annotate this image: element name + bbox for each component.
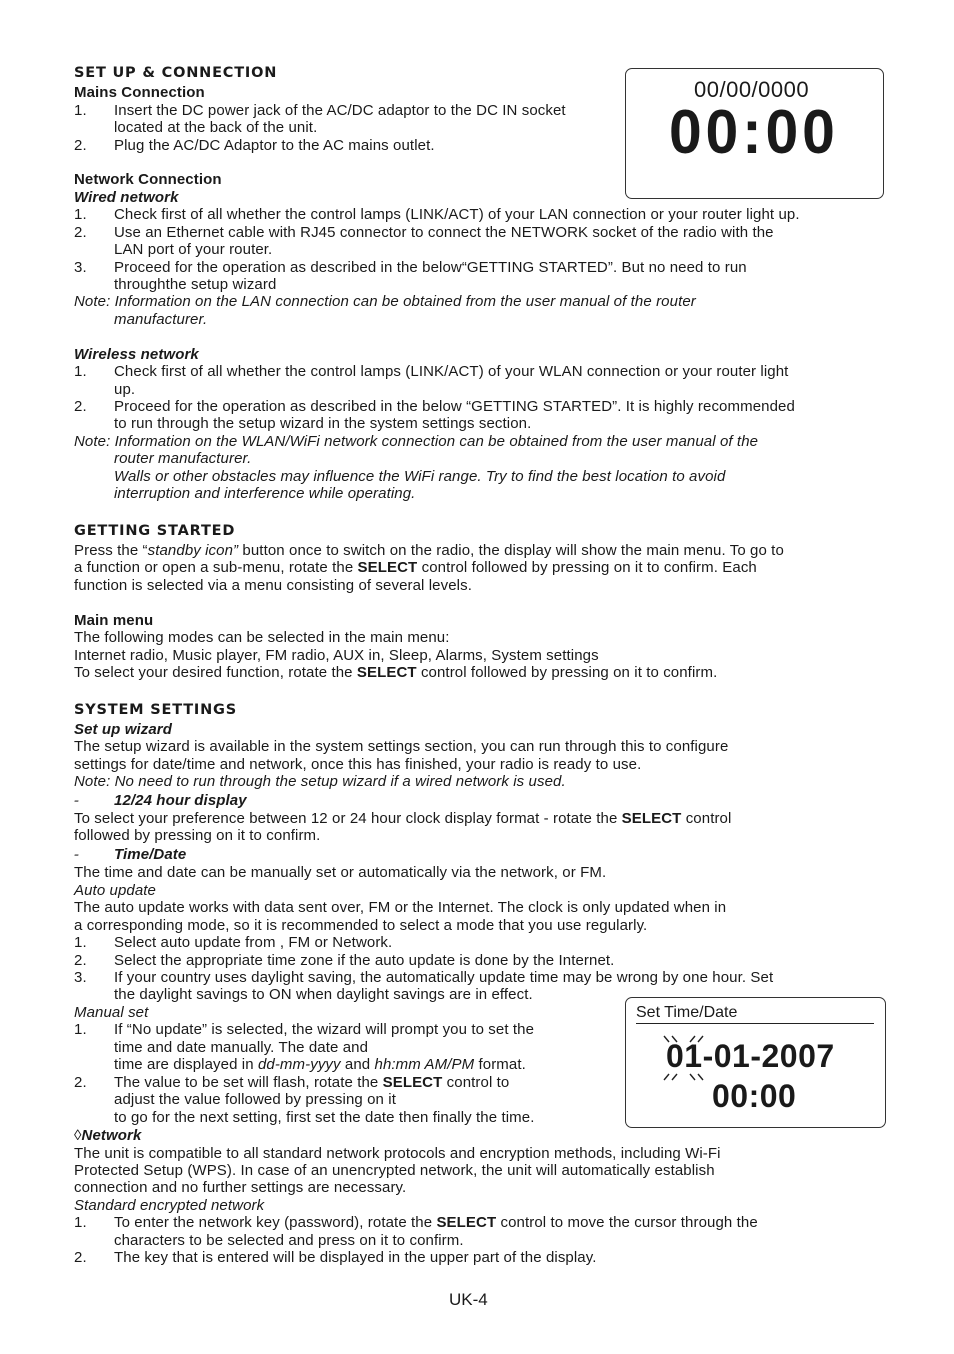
list-item: 1. Insert the DC power jack of the AC/DC adaptor to the DC IN socket: [74, 102, 566, 119]
auto-update-title: Auto update: [74, 882, 157, 899]
setup-wizard-title: Set up wizard: [74, 721, 172, 738]
paragraph: The setup wizard is available in the system settings section, you can run through this to configure: [74, 738, 729, 755]
list-item-cont: adjust the value followed by pressing on it: [114, 1091, 396, 1108]
list-item: 3. If your country uses daylight saving, the automatically update time may be wrong by one hour. Set: [74, 969, 774, 986]
list-item-cont: LAN port of your router.: [114, 241, 273, 258]
section-heading-getting-started: GETTING STARTED: [74, 523, 236, 539]
paragraph: settings for date/time and network, once this has finished, your radio is ready to use.: [74, 756, 642, 773]
list-item: 2. Proceed for the operation as described in the below “GETTING STARTED”. It is highly recommended: [74, 398, 795, 415]
display-time: 00:00: [712, 1078, 797, 1114]
display-title: Set Time/Date: [636, 1004, 738, 1021]
list-item: 1. If “No update” is selected, the wizard will prompt you to set the: [74, 1021, 535, 1038]
display-divider: [636, 1023, 874, 1024]
diamond-icon: ◊: [74, 1127, 82, 1144]
manual-set-title: Manual set: [74, 1004, 149, 1021]
list-item: 2. The key that is entered will be displayed in the upper part of the display.: [74, 1249, 597, 1266]
list-item: 2. Select the appropriate time zone if the auto update is done by the Internet.: [74, 952, 615, 969]
paragraph: To select your preference between 12 or 24 hour clock display format - rotate the SELECT control: [74, 810, 732, 827]
note-cont: Walls or other obstacles may influence the WiFi range. Try to find the best location to avoid: [114, 468, 726, 485]
paragraph: The following modes can be selected in the main menu:: [74, 629, 450, 646]
list-item-cont: characters to be selected and press on it to confirm.: [114, 1232, 464, 1249]
mains-connection-title: Mains Connection: [74, 84, 205, 101]
paragraph: followed by pressing on it to confirm.: [74, 827, 321, 844]
main-menu-title: Main menu: [74, 612, 154, 629]
display-date: 01-01-2007: [666, 1038, 835, 1074]
network-title: ◊Network: [74, 1127, 142, 1144]
list-item-cont: throughthe setup wizard: [114, 276, 277, 293]
section-heading-system-settings: SYSTEM SETTINGS: [74, 702, 237, 718]
note-cont: manufacturer.: [114, 311, 208, 328]
note-cont: router manufacturer.: [114, 450, 252, 467]
display-time: 00:00: [669, 98, 839, 167]
list-item-cont: time and date manually. The date and: [114, 1039, 369, 1056]
set-time-date-display: [625, 997, 886, 1128]
list-item: 1. Check first of all whether the control lamps (LINK/ACT) of your WLAN connection or your router light: [74, 363, 789, 380]
paragraph: Press the “standby icon” button once to switch on the radio, the display will show the main menu. To go to: [74, 542, 784, 559]
list-item: 2. Plug the AC/DC Adaptor to the AC mains outlet.: [74, 137, 435, 154]
list-item-cont: located at the back of the unit.: [114, 119, 318, 136]
note: Note: Information on the WLAN/WiFi network connection can be obtained from the user manual of the: [74, 433, 759, 450]
paragraph: a corresponding mode, so it is recommended to select a mode that you use regularly.: [74, 917, 648, 934]
wireless-network-title: Wireless network: [74, 346, 199, 363]
note: Note: No need to run through the setup wizard if a wired network is used.: [74, 773, 566, 790]
note-cont: interruption and interference while operating.: [114, 485, 416, 502]
list-item-cont: up.: [114, 381, 136, 398]
list-item-cont: the daylight savings to ON when daylight savings are in effect.: [114, 986, 533, 1003]
paragraph: a function or open a sub-menu, rotate the SELECT control followed by pressing on it to confirm. Each: [74, 559, 757, 576]
paragraph: function is selected via a menu consisting of several levels.: [74, 577, 472, 594]
list-item: 2. The value to be set will flash, rotate the SELECT control to: [74, 1074, 510, 1091]
paragraph: The unit is compatible to all standard network protocols and encryption methods, including Wi-Fi: [74, 1145, 721, 1162]
paragraph: Internet radio, Music player, FM radio, AUX in, Sleep, Alarms, System settings: [74, 647, 599, 664]
paragraph: The time and date can be manually set or automatically via the network, or FM.: [74, 864, 607, 881]
list-item: 1. Select auto update from , FM or Network.: [74, 934, 393, 951]
standard-encrypted-title: Standard encrypted network: [74, 1197, 265, 1214]
paragraph: To select your desired function, rotate the SELECT control followed by pressing on it to confirm.: [74, 664, 718, 681]
list-item: 2. Use an Ethernet cable with RJ45 connector to connect the NETWORK socket of the radio with the: [74, 224, 774, 241]
display-date: 00/00/0000: [694, 77, 810, 102]
list-item: 3. Proceed for the operation as described in the below“GETTING STARTED”. But no need to run: [74, 259, 747, 276]
list-item-cont: to go for the next setting, first set the date then finally the time.: [114, 1109, 535, 1126]
hour-display-title: - 12/24 hour display: [74, 792, 247, 809]
paragraph: connection and no further settings are necessary.: [74, 1179, 407, 1196]
network-connection-title: Network Connection: [74, 171, 222, 188]
page-number: UK-4: [449, 1290, 488, 1309]
time-date-title: - Time/Date: [74, 846, 187, 863]
paragraph: Protected Setup (WPS). In case of an unencrypted network, the unit will automatically establish: [74, 1162, 715, 1179]
list-item: 1. Check first of all whether the control lamps (LINK/ACT) of your LAN connection or your router light up.: [74, 206, 800, 223]
list-item-cont: time are displayed in dd-mm-yyyy and hh:mm AM/PM format.: [114, 1056, 526, 1073]
wired-network-title: Wired network: [74, 189, 179, 206]
section-heading-setup: SET UP & CONNECTION: [74, 65, 278, 81]
list-item: 1. To enter the network key (password), rotate the SELECT control to move the cursor through the: [74, 1214, 758, 1231]
paragraph: The auto update works with data sent over, FM or the Internet. The clock is only updated when in: [74, 899, 727, 916]
clock-display: [625, 68, 884, 199]
list-item-cont: to run through the setup wizard in the system settings section.: [114, 415, 532, 432]
note: Note: Information on the LAN connection can be obtained from the user manual of the router: [74, 293, 696, 310]
